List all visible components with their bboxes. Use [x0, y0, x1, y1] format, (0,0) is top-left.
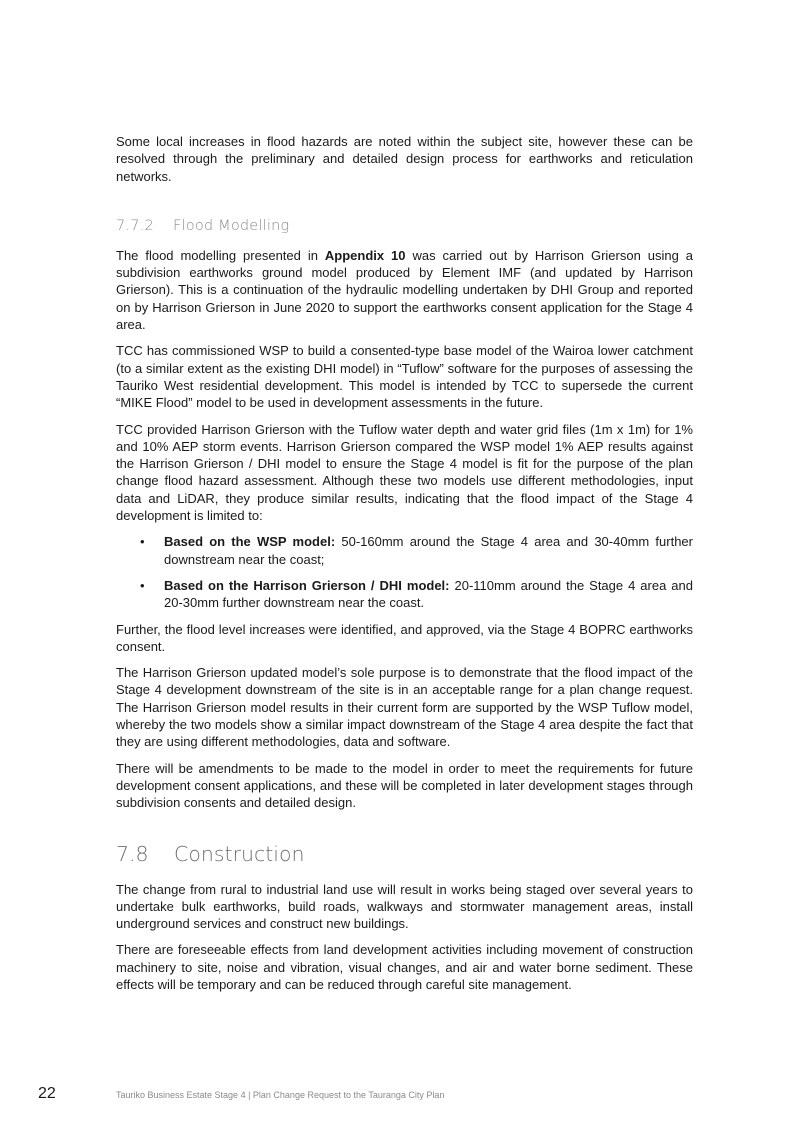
list-item-lead: Based on the Harrison Grierson / DHI model:: [164, 577, 450, 593]
page-content: [116, 133, 693, 1002]
paragraph: There are foreseeable effects from land development activities including movement of construction machinery to site, noise and vibration, visual changes, and air and water borne sediment. These effects will be temporary and can be reduced through careful site management.: [116, 942, 693, 992]
paragraph: Further, the flood level increases were identified, and approved, via the Stage 4 BOPRC earthworks consent.: [116, 621, 693, 654]
paragraph: TCC provided Harrison Grierson with the Tuflow water depth and water grid files (1m x 1m) for 1% and 10% AEP storm events. Harrison Grierson compared the WSP model 1% AEP results against the Harrison Grierson / DHI model to ensure the Stage 4 model is fit for the purpose of the plan change flood hazard assessment. Although these two models use different methodologies, input data and LiDAR, they produce similar results, indicating that the flood impact of the Stage 4 development is limited to:: [116, 421, 693, 524]
section-title: Flood Modelling: [173, 217, 290, 234]
footer-text: Tauriko Business Estate Stage 4 | Plan Change Request to the Tauranga City Plan: [116, 1090, 445, 1100]
list-item: [116, 577, 693, 612]
list-item-text: 20-110mm around the Stage 4 area and 20-30mm further downstream near the coast.: [164, 577, 693, 611]
list-item-lead: Based on the WSP model:: [164, 534, 336, 550]
page-number: 22: [38, 1085, 56, 1102]
paragraph: TCC has commissioned WSP to build a consented-type base model of the Wairoa lower catchment (to a similar extent as the existing DHI model) in “Tuflow” software for the purposes of assessing the Tauriko West residential development. This model is intended by TCC to supersede the current “MIKE Flood” model to be used in development assessments in the future.: [116, 343, 693, 411]
list-item: [116, 533, 693, 568]
section-heading-7-7-2: [116, 218, 693, 234]
appendix-reference: Appendix 10: [324, 247, 406, 263]
section-number: 7.7.2: [116, 217, 154, 234]
bullet-icon: •: [140, 534, 145, 550]
section-title: Construction: [174, 841, 305, 866]
paragraph: There will be amendments to be made to the model in order to meet the requirements for future development consent applications, and these will be completed in later development stages through subdivision consents and detailed design.: [116, 760, 693, 811]
section-number: 7.8: [116, 841, 149, 866]
bullet-icon: •: [140, 577, 145, 593]
paragraph: The change from rural to industrial land use will result in works being staged over several years to undertake bulk earthworks, build roads, walkways and stormwater management areas, install underground services and construct new buildings.: [116, 881, 693, 932]
text-run: was carried out by Harrison Grierson using a subdivision earthworks ground model produced by Element IMF (and updated by Harrison Grierson). This is a continuation of the hydraulic modelling undertaken by DHI Group and reported on by Harrison Grierson in June 2020 to support the earthworks consent application for the Stage 4 area.: [116, 247, 694, 333]
bullet-list: [116, 533, 693, 611]
section-heading-7-8: [116, 842, 693, 866]
paragraph: The Harrison Grierson updated model’s sole purpose is to demonstrate that the flood impact of the Stage 4 development downstream of the site is in an acceptable range for a plan change request. The Harrison Grierson model results in their current form are supported by the WSP Tuflow model, whereby the two models show a similar impact downstream of the Stage 4 area despite the fact that they are using different methodologies, data and software.: [116, 665, 693, 750]
paragraph: [116, 247, 693, 333]
intro-paragraph: Some local increases in flood hazards are noted within the subject site, however these can be resolved through the preliminary and detailed design process for earthworks and reticulation networks.: [116, 134, 693, 184]
list-item-text: 50-160mm around the Stage 4 area and 30-40mm further downstream near the coast;: [164, 534, 693, 567]
text-run: The flood modelling presented in: [116, 247, 325, 263]
